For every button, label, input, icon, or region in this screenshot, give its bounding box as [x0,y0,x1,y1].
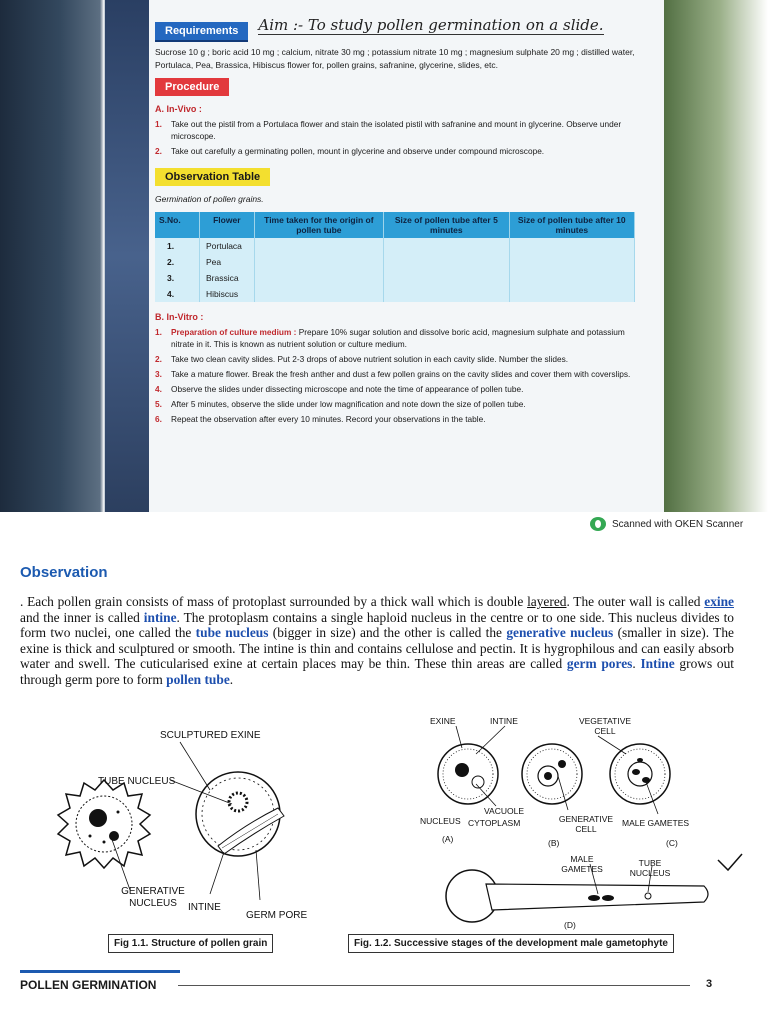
footer-rule [20,970,180,973]
pollen-grain-left [58,780,150,868]
page-number: 3 [706,978,713,990]
stage-a [438,744,498,804]
table-row: 1. Portulaca [155,238,635,254]
label-stage-b: (B) [548,838,560,848]
label-vacuole: VACUOLE [484,806,524,816]
in-vivo-label: A. In-Vivo : [155,104,202,114]
stage-c [610,744,670,804]
footer-title: POLLEN GERMINATION [20,978,157,992]
footer-line [178,985,690,986]
label-generative-cell: GENERATIVE CELL [558,814,614,834]
label-generative-nucleus: GENERATIVE NUCLEUS [121,886,185,909]
observation-paragraph: . Each pollen grain consists of mass of protoplast surrounded by a thick wall which is double layered. The outer wall is called exine and the inner is called intine. The protoplasm contains a single haploid nucleus in the centre or to one side. This nucleus divides to form two nuclei, one called the tube nucleus (bigger in size) and the other is called the generative nucleus (smaller in size). The exine is thick and sculptured or smooth. The intine is thin and contains cellulose and pectin. It is hygrophilous and can easily absorb water and swell. The cuticularised exine at certain places may be thin. These thin areas are called germ pores. Intine grows out through germ pore to form pollen tube. [20,594,734,687]
label-intine: INTINE [188,902,221,913]
label-male-gametes-c: MALE GAMETES [622,818,690,828]
label-cytoplasm: CYTOPLASM [468,818,521,828]
table-header: Size of pollen tube after 5 minutes [384,212,509,238]
in-vitro-steps [155,326,650,425]
table-row: 4. Hibiscus [155,286,635,302]
table-header: S.No. [155,212,200,238]
oken-scanner-logo-icon [590,517,606,531]
requirements-text: Sucrose 10 g ; boric acid 10 mg ; calcium, nitrate 30 mg ; potassium nitrate 10 mg ; magnesium sulphate 20 mg ; distilled water, Portulaca, Pea, Brassica, Hibiscus flower for, pollen grains, safranine, glycerine, slides, etc. [155,47,635,70]
in-vitro-label: B. In-Vitro : [155,312,204,322]
list-item: 6. Repeat the observation after every 10 minutes. Record your observations in the table. [155,414,486,424]
requirements-label: Requirements [155,22,248,42]
table-header: Time taken for the origin of pollen tube [254,212,383,238]
table-row: 3. Brassica [155,270,635,286]
label-vegetative-cell: VEGETATIVE CELL [578,716,632,736]
label-germ-pore: GERM PORE [246,910,308,921]
figures [0,714,768,964]
list-item: 2. Take out carefully a germinating pollen, mount in glycerine and observe under compound microscope. [155,146,545,156]
label-tube-nucleus: TUBE NUCLEUS [98,776,176,787]
list-item: 2. Take two clean cavity slides. Put 2-3 drops of above nutrient solution in each cavity slide. Number the slides. [155,354,569,364]
observation-table-label: Observation Table [155,168,270,186]
observation-table [155,212,635,302]
label-stage-d: (D) [564,920,576,930]
label-male-gametes-d: MALE GAMETES [561,854,603,874]
label-exine: EXINE [430,716,456,726]
label-stage-c: (C) [666,838,678,848]
label-nucleus: NUCLEUS [420,816,461,826]
in-vivo-steps [155,118,650,157]
fig1-caption: Fig 1.1. Structure of pollen grain [108,934,273,953]
list-item: 3. Take a mature flower. Break the fresh anther and dust a few pollen grains on the cavity slides and cover them with coverslips. [155,369,631,379]
list-item: 1. Take out the pistil from a Portulaca flower and stain the isolated pistil with safranine and mount in glycerine. Observe under microscope. [155,119,622,141]
label-tube-nucleus-d: TUBE NUCLEUS [629,858,671,878]
handwritten-tick-icon [718,854,742,870]
table-caption: Germination of pollen grains. [155,194,264,204]
label-sculptured-exine: SCULPTURED EXINE [160,730,261,741]
handwritten-aim: Aim :- To study pollen germination on a slide. [258,16,604,34]
fig2-caption: Fig. 1.2. Successive stages of the development male gametophyte [348,934,674,953]
list-item: 1. Preparation of culture medium : Prepare 10% sugar solution and dissolve boric acid, magnesium sulphate and potassium nitrate in it. This is known as nutrient solution or culture medium. [155,327,625,349]
pollen-grain-right [196,772,284,856]
textbook-page [0,548,768,1024]
table-header: Size of pollen tube after 10 minutes [509,212,634,238]
scanner-watermark: Scanned with OKEN Scanner [590,517,743,531]
procedure-label: Procedure [155,78,229,96]
observation-heading: Observation [20,564,108,581]
label-stage-a: (A) [442,834,454,844]
list-item: 4. Observe the slides under dissecting microscope and note the time of appearance of pollen tube. [155,384,524,394]
table-header: Flower [200,212,255,238]
table-row: 2. Pea [155,254,635,270]
label-intine-2: INTINE [490,716,518,726]
lab-manual-page [104,0,664,512]
stage-b [522,744,582,804]
list-item: 5. After 5 minutes, observe the slide under low magnification and note down the size of pollen tube. [155,399,526,409]
